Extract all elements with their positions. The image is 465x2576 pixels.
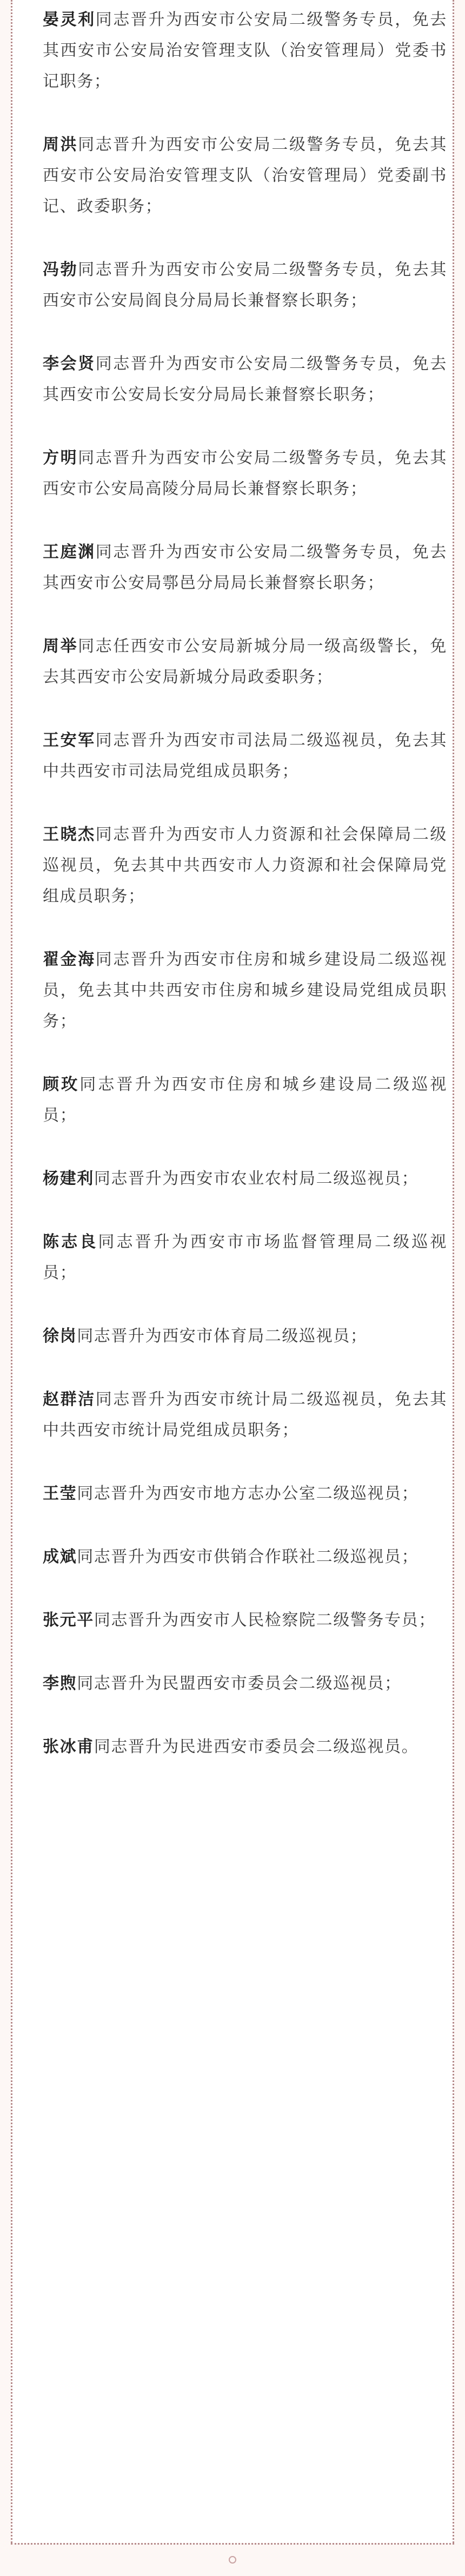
official-name: 王莹 [43,1484,77,1503]
official-name: 王庭渊 [43,543,96,562]
appointment-text: 同志晋升为西安市公安局二级警务专员，免去其西安市公安局鄠邑分局局长兼督察长职务； [43,543,448,592]
appointment-entry [43,1731,447,1762]
appointment-text: 同志晋升为民进西安市委员会二级巡视员。 [94,1737,419,1756]
appointment-entry [43,348,447,410]
appointment-entry [43,443,447,504]
official-name: 张冰甫 [43,1737,94,1756]
official-name: 李会贤 [43,354,96,373]
appointment-text: 同志晋升为西安市公安局二级警务专员，免去其西安市公安局长安分局局长兼督察长职务； [43,354,448,404]
appointment-entry [43,4,447,97]
official-name: 冯勃 [43,260,78,279]
official-name: 晏灵利 [43,10,96,29]
appointment-entry [43,1069,447,1131]
official-name: 张元平 [43,1611,94,1630]
appointment-text: 同志晋升为西安市公安局二级警务专员，免去其西安市公安局治安管理支队（治安管理局）党委副书记、政委职务； [43,135,448,216]
appointment-text: 同志晋升为西安市供销合作联社二级巡视员； [77,1547,419,1566]
official-name: 周举 [43,637,78,656]
appointment-text: 同志晋升为西安市农业农村局二级巡视员； [94,1169,419,1188]
appointment-entry [43,1321,447,1352]
appointment-text: 同志晋升为西安市人民检察院二级警务专员； [94,1611,436,1630]
appointment-entry [43,725,447,787]
appointment-text: 同志晋升为西安市地方志办公室二级巡视员； [77,1484,419,1503]
official-name: 方明 [43,449,78,467]
appointment-entry [43,819,447,912]
official-name: 杨建利 [43,1169,94,1188]
appointment-entry [43,1478,447,1509]
appointment-list [43,4,447,1795]
appointment-entry [43,1384,447,1446]
appointment-text: 同志晋升为西安市公安局二级警务专员，免去其西安市公安局治安管理支队（治安管理局）党委书记职务； [43,10,448,91]
appointment-entry [43,1605,447,1636]
page-footer [0,2545,465,2576]
appointment-text: 同志晋升为民盟西安市委员会二级巡视员； [77,1674,402,1693]
appointment-entry [43,537,447,598]
official-name: 徐岗 [43,1327,77,1346]
official-name: 翟金海 [43,950,96,969]
appointment-entry [43,254,447,316]
appointment-text: 同志晋升为西安市公安局二级警务专员，免去其西安市公安局阎良分局局长兼督察长职务； [43,260,448,310]
appointment-entry [43,129,447,222]
appointment-entry [43,631,447,693]
official-name: 顾玫 [43,1075,80,1094]
appointment-entry [43,1227,447,1288]
appointment-text: 同志晋升为西安市人力资源和社会保障局二级巡视员，免去其中共西安市人力资源和社会保障局党组成员职务； [43,825,448,906]
official-name: 周洪 [43,135,78,154]
official-name: 赵群洁 [43,1390,96,1409]
appointment-text: 同志晋升为西安市司法局二级巡视员，免去其中共西安市司法局党组成员职务； [43,731,448,781]
appointment-entry [43,1163,447,1194]
appointment-text: 同志晋升为西安市公安局二级警务专员，免去其西安市公安局高陵分局局长兼督察长职务； [43,449,448,498]
appointment-text: 同志晋升为西安市体育局二级巡视员； [77,1327,368,1346]
appointment-entry [43,1668,447,1699]
appointment-entry [43,944,447,1037]
ornament-icon [227,2554,238,2565]
appointment-text: 同志晋升为西安市住房和城乡建设局二级巡视员，免去其中共西安市住房和城乡建设局党组成员职务； [43,950,448,1031]
appointment-text: 同志任西安市公安局新城分局一级高级警长，免去其西安市公安局新城分局政委职务； [43,637,448,687]
appointment-text: 同志晋升为西安市住房和城乡建设局二级巡视员； [43,1075,448,1125]
appointment-text: 同志晋升为西安市市场监督管理局二级巡视员； [43,1233,447,1282]
official-name: 李煦 [43,1674,77,1693]
official-name: 王安军 [43,731,96,750]
appointment-entry [43,1541,447,1572]
official-name: 陈志良 [43,1233,98,1251]
official-name: 成斌 [43,1547,77,1566]
article-frame [11,0,454,2543]
appointment-text: 同志晋升为西安市统计局二级巡视员，免去其中共西安市统计局党组成员职务； [43,1390,448,1440]
official-name: 王晓杰 [43,825,96,844]
